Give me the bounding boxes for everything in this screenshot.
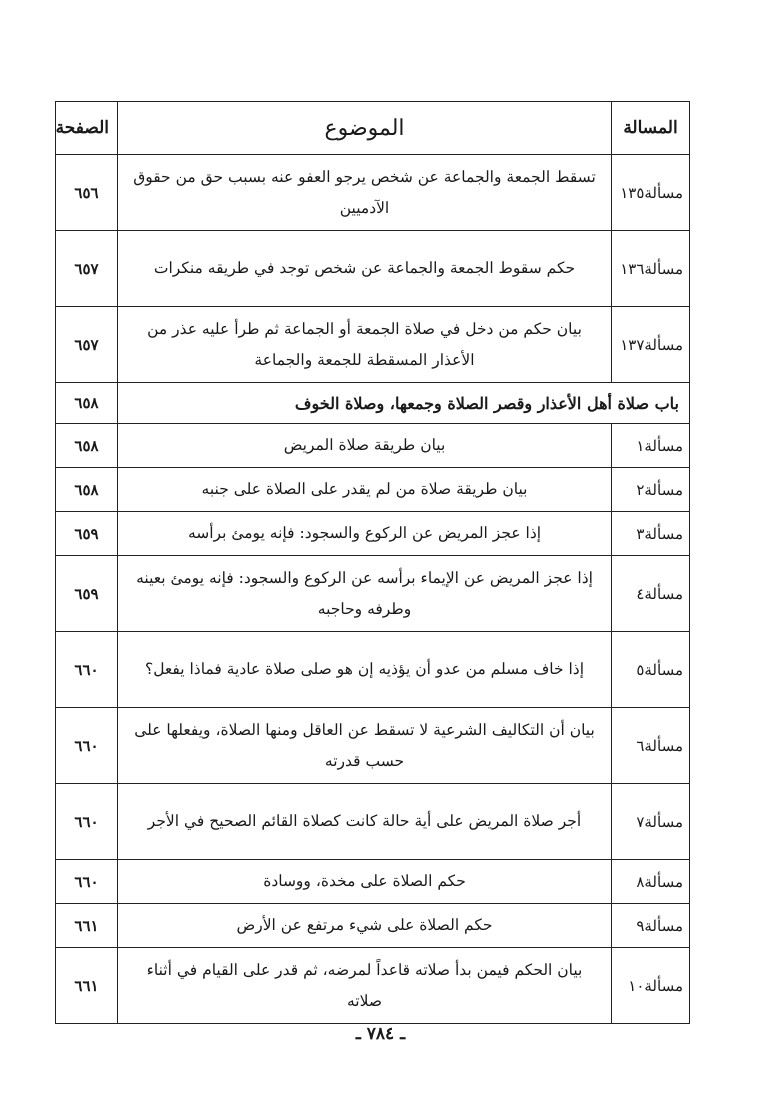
- topic-cell: تسقط الجمعة والجماعة عن شخص يرجو العفو عنه بسبب حق من حقوق الآدميين: [118, 155, 612, 231]
- topic-cell: حكم سقوط الجمعة والجماعة عن شخص توجد في طريقه منكرات: [118, 231, 612, 307]
- issue-cell: مسألة١٠: [612, 948, 690, 1024]
- topic-cell: أجر صلاة المريض على أية حالة كانت كصلاة القائم الصحيح في الأجر: [118, 784, 612, 860]
- table-row: [56, 307, 690, 383]
- table-row: [56, 512, 690, 556]
- issue-cell: مسألة١٣٦: [612, 231, 690, 307]
- table-row: [56, 155, 690, 231]
- topic-cell: بيان أن التكاليف الشرعية لا تسقط عن العاقل ومنها الصلاة، ويفعلها على حسب قدرته: [118, 708, 612, 784]
- table-row: [56, 784, 690, 860]
- table-row: [56, 632, 690, 708]
- page-cell: ٦٦٠: [56, 708, 118, 784]
- page-cell: ٦٦١: [56, 904, 118, 948]
- header-issue: المسالة: [612, 102, 690, 155]
- issue-cell: مسألة٩: [612, 904, 690, 948]
- table-row: [56, 556, 690, 632]
- topic-cell: بيان الحكم فيمن بدأ صلاته قاعداً لمرضه، ثم قدر على القيام في أثناء صلاته: [118, 948, 612, 1024]
- table-row: [56, 708, 690, 784]
- topic-cell: بيان طريقة صلاة من لم يقدر على الصلاة على جنبه: [118, 468, 612, 512]
- topic-cell: حكم الصلاة على شيء مرتفع عن الأرض: [118, 904, 612, 948]
- page-cell: ٦٦٠: [56, 784, 118, 860]
- header-row: [56, 102, 690, 155]
- page-cell: ٦٦١: [56, 948, 118, 1024]
- issue-cell: مسألة١: [612, 424, 690, 468]
- header-page: الصفحة: [56, 102, 118, 155]
- topic-cell: بيان طريقة صلاة المريض: [118, 424, 612, 468]
- issue-cell: مسألة٥: [612, 632, 690, 708]
- topic-cell: حكم الصلاة على مخدة، ووسادة: [118, 860, 612, 904]
- issue-cell: مسألة٣: [612, 512, 690, 556]
- topic-cell: إذا عجز المريض عن الإيماء برأسه عن الركوع والسجود: فإنه يومئ بعينه وطرفه وحاجبه: [118, 556, 612, 632]
- page-cell: ٦٥٦: [56, 155, 118, 231]
- page-cell: ٦٥٨: [56, 468, 118, 512]
- page-cell: ٦٥٧: [56, 307, 118, 383]
- page-cell: ٦٥٩: [56, 556, 118, 632]
- table-row: [56, 904, 690, 948]
- table-row: [56, 948, 690, 1024]
- issue-cell: مسألة٦: [612, 708, 690, 784]
- chapter-row: [56, 383, 690, 424]
- table-row: [56, 424, 690, 468]
- issue-cell: مسألة١٣٥: [612, 155, 690, 231]
- table-row: [56, 860, 690, 904]
- page-cell: ٦٥٩: [56, 512, 118, 556]
- page-cell: ٦٥٨: [56, 424, 118, 468]
- header-topic: الموضوع: [118, 102, 612, 155]
- issue-cell: مسألة٢: [612, 468, 690, 512]
- page-number: ـ ٧٨٤ ـ: [355, 1024, 406, 1044]
- table-row: [56, 231, 690, 307]
- topic-cell: إذا عجز المريض عن الركوع والسجود: فإنه يومئ برأسه: [118, 512, 612, 556]
- page-cell: ٦٥٨: [56, 383, 118, 424]
- topic-cell: إذا خاف مسلم من عدو أن يؤذيه إن هو صلى صلاة عادية فماذا يفعل؟: [118, 632, 612, 708]
- issue-cell: مسألة٤: [612, 556, 690, 632]
- page-cell: ٦٥٧: [56, 231, 118, 307]
- index-table: [55, 101, 690, 1024]
- page-cell: ٦٦٠: [56, 632, 118, 708]
- topic-cell: بيان حكم من دخل في صلاة الجمعة أو الجماعة ثم طرأ عليه عذر من الأعذار المسقطة للجمعة والجماعة: [118, 307, 612, 383]
- table-row: [56, 468, 690, 512]
- chapter-title: باب صلاة أهل الأعذار وقصر الصلاة وجمعها، وصلاة الخوف: [118, 383, 690, 424]
- issue-cell: مسألة٧: [612, 784, 690, 860]
- issue-cell: مسألة٨: [612, 860, 690, 904]
- issue-cell: مسألة١٣٧: [612, 307, 690, 383]
- page-cell: ٦٦٠: [56, 860, 118, 904]
